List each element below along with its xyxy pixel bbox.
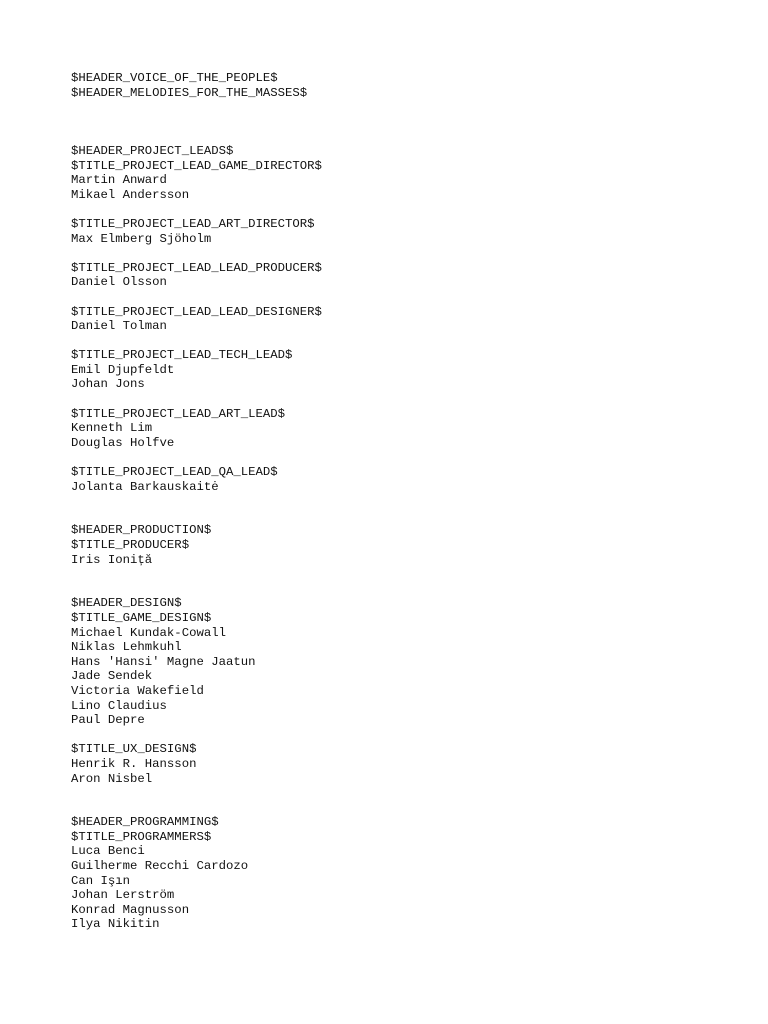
credit-name: Emil Djupfeldt (71, 362, 175, 377)
credits-section (71, 523, 322, 567)
credits-document (71, 71, 322, 932)
credit-name: Daniel Tolman (71, 319, 167, 334)
credit-name: Iris Ioniță (71, 552, 153, 567)
group-title: $TITLE_PRODUCER$ (71, 538, 190, 553)
credit-name: Henrik R. Hansson (71, 756, 197, 771)
group-spacer (71, 450, 322, 465)
credit-name: Victoria Wakefield (71, 683, 204, 698)
credits-group (71, 742, 322, 786)
credit-name: Aron Nisbel (71, 771, 153, 786)
credits-group (71, 348, 322, 392)
credits-section (71, 144, 322, 494)
intro-header: $HEADER_MELODIES_FOR_THE_MASSES$ (71, 85, 308, 100)
group-spacer (71, 392, 322, 407)
credit-name: Michael Kundak-Cowall (71, 625, 226, 640)
group-title: $TITLE_PROGRAMMERS$ (71, 829, 212, 844)
credits-group (71, 159, 322, 203)
section-spacer (71, 100, 322, 144)
group-spacer (71, 246, 322, 261)
group-title: $TITLE_PROJECT_LEAD_GAME_DIRECTOR$ (71, 158, 322, 173)
group-spacer (71, 334, 322, 349)
credit-name: Paul Depre (71, 713, 145, 728)
credit-name: Max Elmberg Sjöholm (71, 231, 212, 246)
credits-group (71, 305, 322, 334)
group-title: $TITLE_PROJECT_LEAD_LEAD_PRODUCER$ (71, 260, 322, 275)
credit-name: Johan Lerström (71, 888, 175, 903)
credit-name: Martin Anward (71, 173, 167, 188)
credits-group (71, 465, 322, 494)
section-header: $HEADER_PROGRAMMING$ (71, 815, 219, 830)
section-spacer (71, 786, 322, 815)
group-spacer (71, 202, 322, 217)
group-title: $TITLE_PROJECT_LEAD_ART_DIRECTOR$ (71, 216, 315, 231)
credits-section (71, 815, 322, 932)
group-title: $TITLE_UX_DESIGN$ (71, 742, 197, 757)
credit-name: Ilya Nikitin (71, 917, 160, 932)
credits-group (71, 830, 322, 932)
section-spacer (71, 494, 322, 523)
credit-name: Hans 'Hansi' Magne Jaatun (71, 654, 256, 669)
section-header: $HEADER_PROJECT_LEADS$ (71, 143, 234, 158)
credits-group (71, 611, 322, 728)
group-title: $TITLE_PROJECT_LEAD_TECH_LEAD$ (71, 348, 293, 363)
credits-section (71, 596, 322, 786)
credit-name: Douglas Holfve (71, 435, 175, 450)
credits-group (71, 217, 322, 246)
credits-group (71, 538, 322, 567)
credits-group (71, 407, 322, 451)
credit-name: Can Işın (71, 873, 131, 888)
group-title: $TITLE_PROJECT_LEAD_QA_LEAD$ (71, 465, 278, 480)
credit-name: Lino Claudius (71, 698, 167, 713)
intro-header: $HEADER_VOICE_OF_THE_PEOPLE$ (71, 71, 278, 85)
credit-name: Kenneth Lim (71, 421, 153, 436)
credit-name: Mikael Andersson (71, 187, 190, 202)
section-spacer (71, 567, 322, 596)
group-title: $TITLE_GAME_DESIGN$ (71, 610, 212, 625)
group-spacer (71, 290, 322, 305)
group-title: $TITLE_PROJECT_LEAD_ART_LEAD$ (71, 406, 286, 421)
credit-name: Luca Benci (71, 844, 145, 859)
group-title: $TITLE_PROJECT_LEAD_LEAD_DESIGNER$ (71, 304, 322, 319)
credit-name: Guilherme Recchi Cardozo (71, 859, 249, 874)
credit-name: Jolanta Barkauskaitė (71, 479, 219, 494)
credit-name: Konrad Magnusson (71, 902, 190, 917)
credit-name: Daniel Olsson (71, 275, 167, 290)
credits-group (71, 261, 322, 290)
group-spacer (71, 728, 322, 743)
section-header: $HEADER_DESIGN$ (71, 596, 182, 611)
section-header: $HEADER_PRODUCTION$ (71, 523, 212, 538)
credit-name: Jade Sendek (71, 669, 153, 684)
credit-name: Johan Jons (71, 377, 145, 392)
credit-name: Niklas Lehmkuhl (71, 640, 182, 655)
